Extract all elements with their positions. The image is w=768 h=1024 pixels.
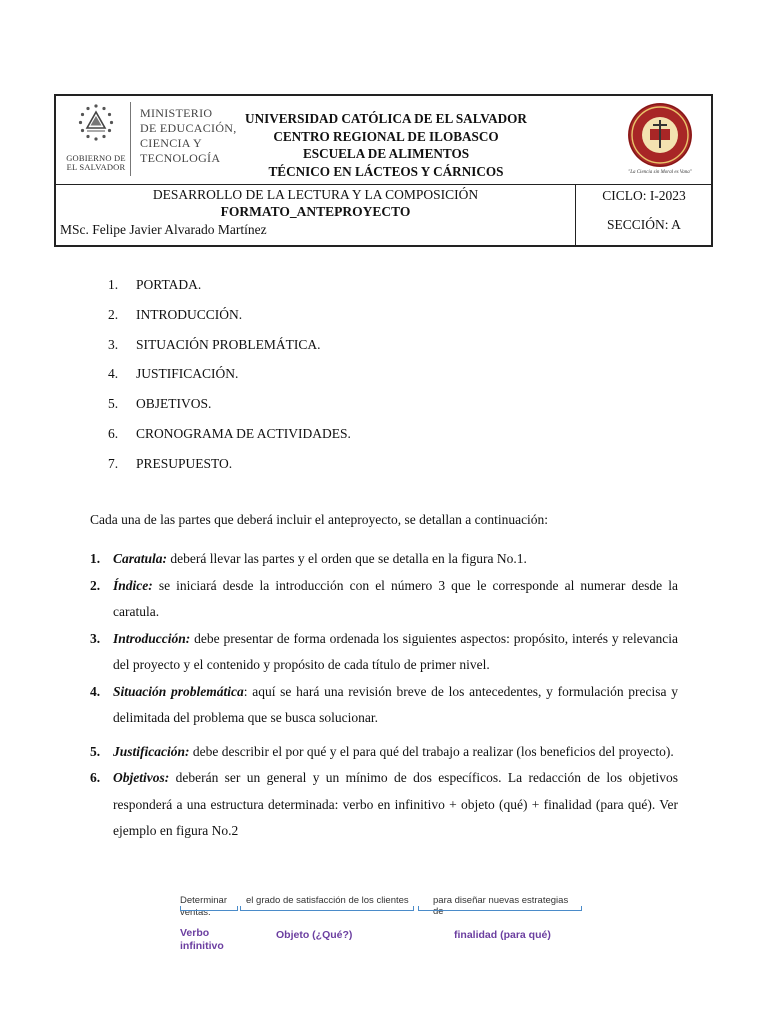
list-item: 6. CRONOGRAMA DE ACTIVIDADES. [108,425,351,441]
seccion-label: SECCIÓN: A [607,217,681,232]
figure-label-purpose: finalidad (para qué) [454,929,551,941]
header-column-divider [575,184,576,247]
figure-object: el grado de satisfacción de los clientes [246,895,409,906]
list-item: 1. Caratula: deberá llevar las partes y el orden que se detalla en la figura No.1. [90,551,527,566]
list-item: 6. Objetivos: deberán ser un general y un mínimo de dos específicos. La redacción de los objetivos responderá a una estructura determinada: verbo en infinitivo + objeto (qué) + finalidad (para qué). Ver ejemplo en figura No.2 [90,770,678,838]
format-title: FORMATO_ANTEPROYECTO [220,204,411,219]
seal-motto: "La Ciencia sin Moral es Vana" [628,170,692,175]
university-seal-icon [612,100,708,172]
teacher-name: MSc. Felipe Javier Alvarado Martínez [60,222,267,237]
section-descriptions [90,546,678,845]
list-item: 4. Situación problemática: aquí se hará una revisión breve de los antecedentes, y formulación precisa y delimitada del problema que se busca solucionar. [90,683,678,725]
figure-brace [418,906,582,911]
ciclo-label: CICLO: I-2023 [602,188,686,203]
list-item: 3. Introducción: debe presentar de forma ordenada los siguientes aspectos: propósito, interés y relevancia del proyecto y el contenido y propósito de cada título de primer nivel. [90,630,678,672]
figure-label-verb-2: infinitivo [180,940,224,952]
el-salvador-seal-icon [76,102,116,148]
figure-label-verb: Verbo [180,927,210,939]
intro-paragraph: Cada una de las partes que deberá incluir el anteproyecto, se detallan a continuación: [90,512,549,527]
header-top-row [56,96,711,185]
government-name: GOBIERNO DE EL SALVADOR [66,153,126,172]
header-bottom-row [56,184,711,247]
logo-divider [130,102,131,176]
figure-brace [240,906,414,911]
figure-purpose: para diseñar nuevas estrategias de [433,895,569,917]
list-item: 5. Justificación: debe describir el por qué y el para qué del trabajo a realizar (los beneficios del proyecto). [90,743,674,759]
document-header [54,94,713,247]
list-item: 5. OBJETIVOS. [108,396,212,412]
university-title: UNIVERSIDAD CATÓLICA DE EL SALVADOR CENTRO REGIONAL DE ILOBASCO ESCUELA DE ALIMENTOS TÉCNICO EN LÁCTEOS Y CÁRNICOS [245,111,527,179]
list-item: 2. Índice: se iniciará desde la introducción con el número 3 que le corresponde al numerar desde la caratula. [90,577,678,619]
list-item: 4. JUSTIFICACIÓN. [108,366,239,382]
course-name: DESARROLLO DE LA LECTURA Y LA COMPOSICIÓN [152,187,479,202]
figure-verb: Determinar [180,895,227,906]
table-of-contents [108,276,351,485]
figure-brace [180,906,238,911]
list-item: 2. INTRODUCCIÓN. [108,306,243,322]
list-item: 3. SITUACIÓN PROBLEMÁTICA. [108,336,321,352]
objective-structure-figure [180,893,580,953]
figure-continuation: ventas. [180,907,211,918]
government-logo [62,102,130,176]
list-item: 1. PORTADA. [108,277,202,292]
university-seal [612,100,708,180]
ministry-name: MINISTERIO DE EDUCACIÓN, CIENCIA Y TECNOLOGÍA [140,106,237,165]
list-item: 7. PRESUPUESTO. [108,455,233,471]
figure-label-object: Objeto (¿Qué?) [276,929,353,941]
